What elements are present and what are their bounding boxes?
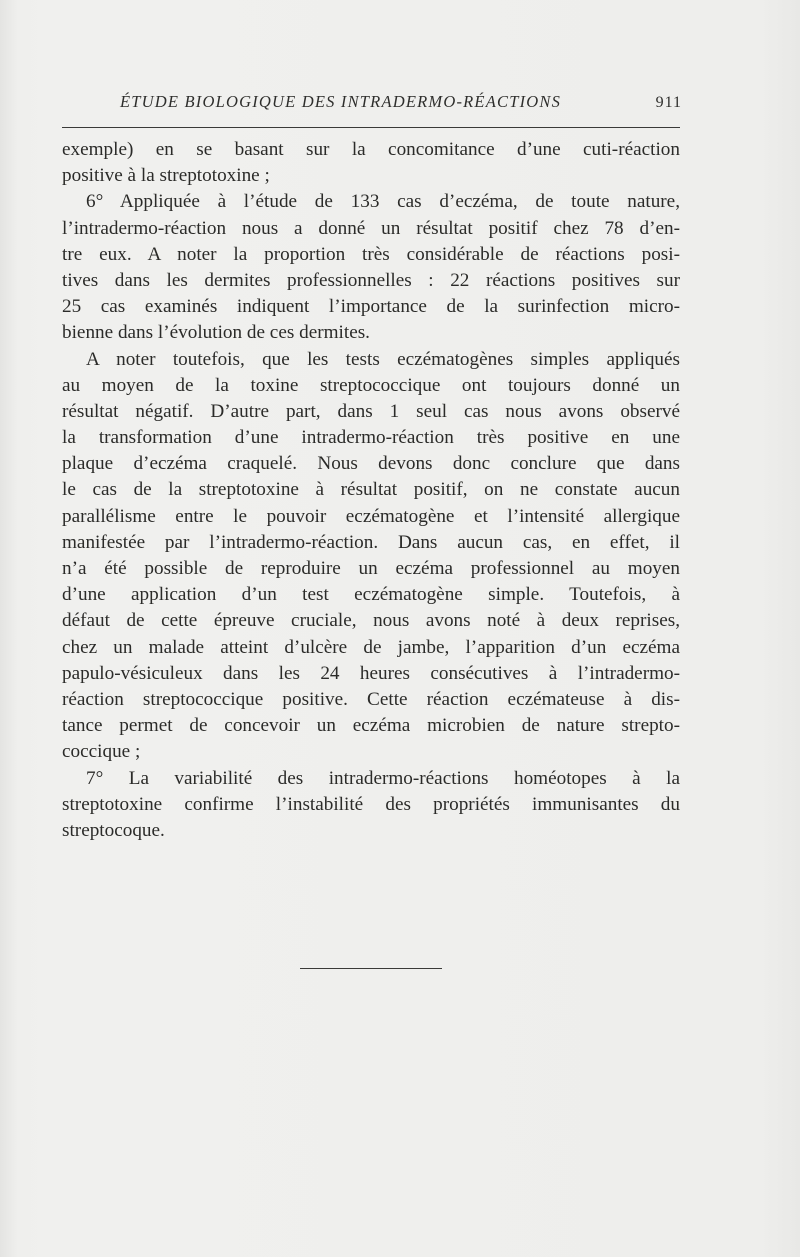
header-rule — [62, 127, 680, 128]
text-line: manifestée par l’intradermo-réaction. Dans aucun cas, en effet, il — [62, 531, 680, 553]
text-line: streptotoxine confirme l’instabilité des propriétés immunisantes du — [62, 793, 680, 815]
text-line: d’une application d’un test eczématogène simple. Toutefois, à — [62, 584, 680, 606]
text-line: coccique ; — [62, 741, 141, 763]
text-line: parallélisme entre le pouvoir eczématogène et l’intensité allergique — [62, 505, 680, 527]
text-line: la transformation d’une intradermo-réaction très positive en une — [62, 427, 680, 449]
text-line: défaut de cette épreuve cruciale, nous avons noté à deux reprises, — [62, 610, 680, 632]
text-line: tives dans les dermites professionnelles : 22 réactions positives sur — [62, 269, 680, 291]
text-line: 25 cas examinés indiquent l’importance de la surinfection micro- — [62, 296, 680, 318]
text-line: 7° La variabilité des intradermo-réactions homéotopes à la — [86, 767, 680, 789]
page-number: 911 — [655, 94, 682, 111]
section-end-rule — [300, 968, 442, 969]
running-head — [62, 92, 680, 116]
text-line: tre eux. A noter la proportion très considérable de réactions posi- — [62, 243, 680, 265]
text-line: streptocoque. — [62, 819, 165, 841]
text-line: chez un malade atteint d’ulcère de jambe, l’apparition d’un eczéma — [62, 636, 680, 658]
text-line: au moyen de la toxine streptococcique ont toujours donné un — [62, 374, 680, 396]
text-line: 6° Appliquée à l’étude de 133 cas d’eczéma, de toute nature, — [86, 191, 680, 213]
text-line: l’intradermo-réaction nous a donné un résultat positif chez 78 d’en- — [62, 217, 680, 239]
text-line: positive à la streptotoxine ; — [62, 165, 270, 187]
text-line: plaque d’eczéma craquelé. Nous devons donc conclure que dans — [62, 453, 680, 475]
text-line: papulo-vésiculeux dans les 24 heures consécutives à l’intradermo- — [62, 662, 680, 684]
text-line: exemple) en se basant sur la concomitance d’une cuti-réaction — [62, 139, 680, 160]
text-line: résultat négatif. D’autre part, dans 1 seul cas nous avons observé — [62, 400, 680, 422]
text-line: bienne dans l’évolution de ces dermites. — [62, 322, 370, 344]
text-line: tance permet de concevoir un eczéma microbien de nature strepto- — [62, 715, 680, 737]
text-line: A noter toutefois, que les tests eczématogènes simples appliqués — [86, 348, 680, 370]
text-line: le cas de la streptotoxine à résultat positif, on ne constate aucun — [62, 479, 680, 501]
text-body — [62, 137, 680, 844]
running-title: ÉTUDE BIOLOGIQUE DES INTRADERMO-RÉACTIONS — [120, 92, 562, 111]
text-line: n’a été possible de reproduire un eczéma professionnel au moyen — [62, 558, 680, 579]
text-line: réaction streptococcique positive. Cette réaction eczémateuse à dis- — [62, 688, 680, 710]
